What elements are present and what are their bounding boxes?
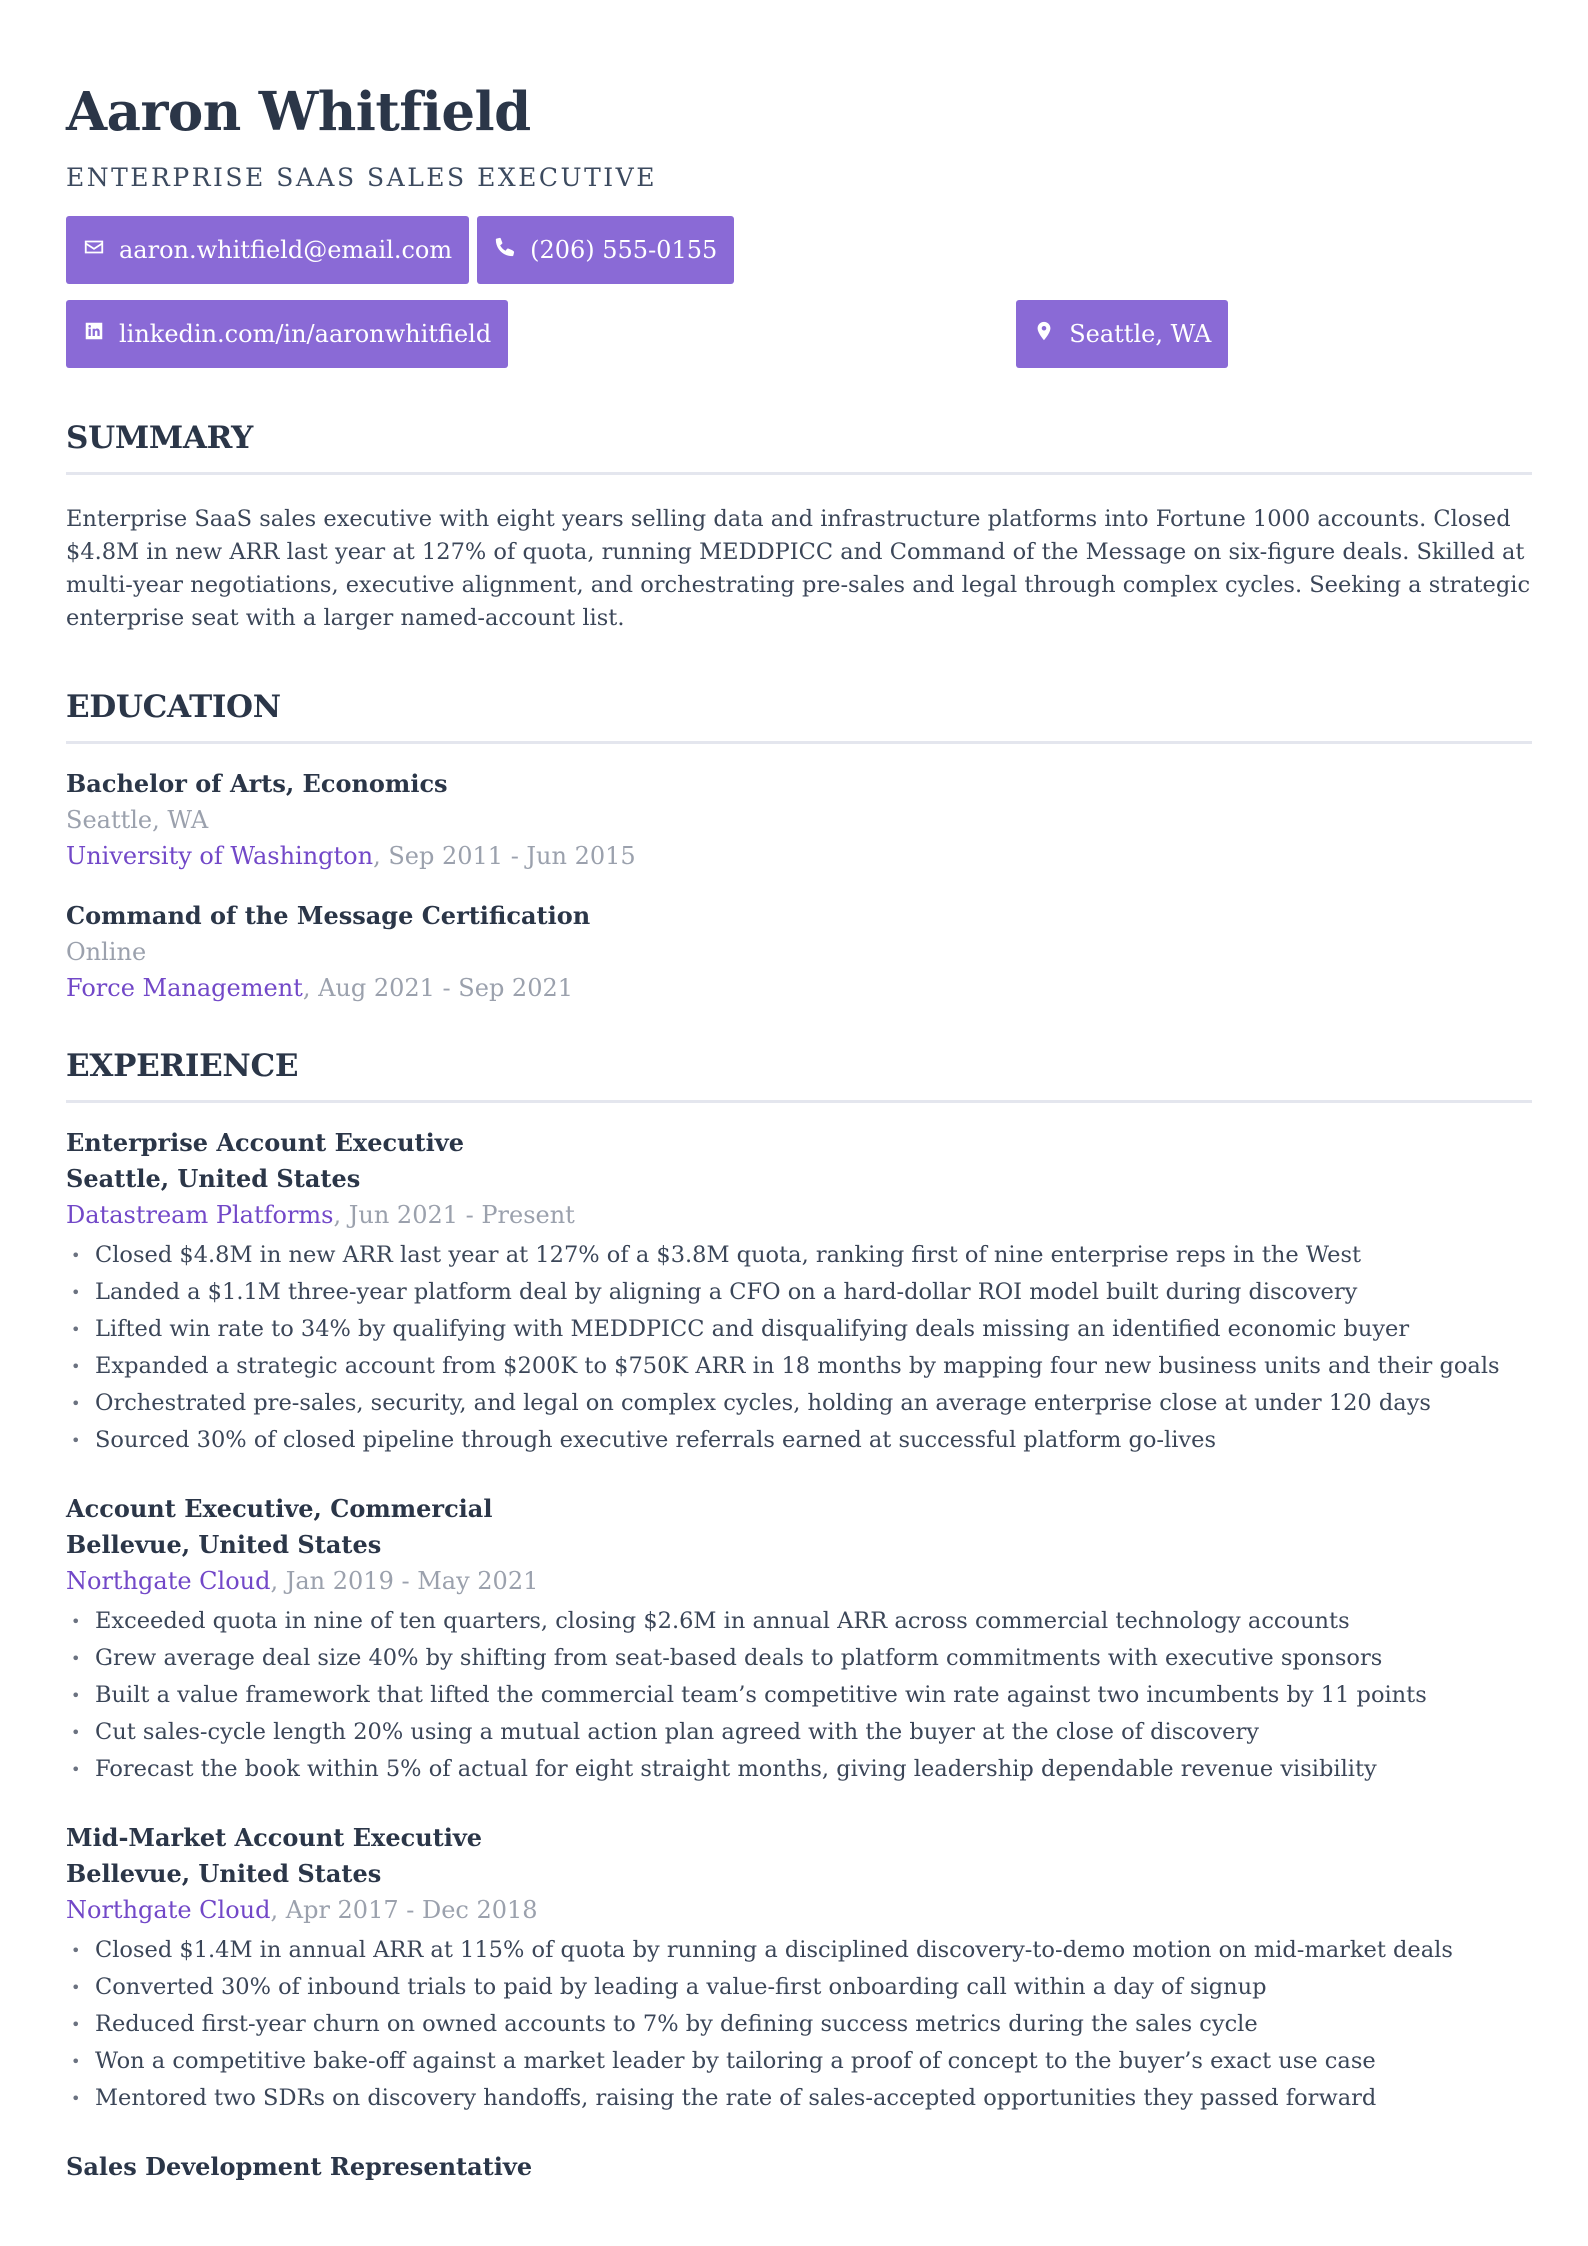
experience-item [66,1125,1522,1459]
job-org-line [66,1197,1522,1233]
job-title: Enterprise Account Executive [66,1128,464,1157]
section-divider [66,1100,1532,1103]
education-item [66,898,1522,1006]
company-name: Northgate Cloud [66,1896,271,1924]
experience-item [66,1491,1522,1788]
achievement-bullet: • Exceeded quota in nine of ten quarters, closing $2.6M in annual ARR across commercial technology accounts [66,1603,1522,1640]
degree-title: Bachelor of Arts, Economics [66,769,448,798]
institution-name: University of Washington [66,842,374,870]
phone-chip[interactable] [477,216,734,284]
job-location: Bellevue, United States [66,1530,382,1559]
job-location: Bellevue, United States [66,1859,382,1888]
education-location: Seattle, WA [66,806,209,834]
job-dates: , Jun 2021 - Present [333,1201,575,1229]
achievement-bullet: • Lifted win rate to 34% by qualifying with MEDDPICC and disqualifying deals missing an identified economic buyer [66,1311,1522,1348]
job-dates: , Apr 2017 - Dec 2018 [270,1896,538,1924]
education-location: Online [66,938,147,966]
achievement-bullet: • Orchestrated pre-sales, security, and legal on complex cycles, holding an average enterprise close at under 120 days [66,1385,1522,1422]
contact-bar [66,216,1266,376]
achievement-bullet: • Grew average deal size 40% by shifting from seat-based deals to platform commitments with executive sponsors [66,1640,1522,1677]
mail-icon [83,236,105,264]
achievement-list [66,1603,1522,1788]
company-name: Datastream Platforms [66,1201,334,1229]
location-chip[interactable] [1016,300,1228,368]
job-org-line [66,1892,1522,1928]
job-org-line [66,1563,1522,1599]
degree-title: Command of the Message Certification [66,901,591,930]
achievement-bullet: • Converted 30% of inbound trials to paid by leading a value-first onboarding call within a day of signup [66,1969,1522,2006]
experience-item [66,1820,1522,2117]
education-item [66,766,1522,874]
experience-section [66,1046,1522,2185]
map-pin-icon [1033,320,1055,348]
education-dates: , Sep 2011 - Jun 2015 [373,842,636,870]
linkedin-chip[interactable] [66,300,508,368]
achievement-bullet: • Reduced first-year churn on owned accounts to 7% by defining success metrics during the sales cycle [66,2006,1522,2043]
job-location: Seattle, United States [66,1164,361,1193]
job-dates: , Jan 2019 - May 2021 [270,1567,539,1595]
email-text: aaron.whitfield@email.com [119,236,453,264]
achievement-bullet: • Landed a $1.1M three-year platform deal by aligning a CFO on a hard-dollar ROI model built during discovery [66,1274,1522,1311]
achievement-list [66,1932,1522,2117]
achievement-list [66,1237,1522,1459]
job-title: Sales Development Representative [66,2152,533,2181]
section-title-experience: EXPERIENCE [66,1048,299,1084]
achievement-bullet: • Built a value framework that lifted the commercial team’s competitive win rate against two incumbents by 11 points [66,1677,1522,1714]
job-title: Mid-Market Account Executive [66,1823,483,1852]
phone-icon [494,236,516,264]
location-text: Seattle, WA [1069,320,1212,348]
achievement-bullet: • Closed $4.8M in new ARR last year at 127% of a $3.8M quota, ranking first of nine enterprise reps in the West [66,1237,1522,1274]
company-name: Northgate Cloud [66,1567,271,1595]
institution-name: Force Management [66,974,303,1002]
section-title-summary: SUMMARY [66,420,253,456]
education-org-line [66,838,1522,874]
education-org-line [66,970,1522,1006]
section-divider [66,472,1532,475]
linkedin-icon [83,320,105,348]
section-title-education: EDUCATION [66,689,281,725]
achievement-bullet: • Closed $1.4M in annual ARR at 115% of quota by running a disciplined discovery-to-demo motion on mid-market deals [66,1932,1522,1969]
achievement-bullet: • Mentored two SDRs on discovery handoffs, raising the rate of sales-accepted opportunities they passed forward [66,2080,1522,2117]
education-section [66,687,1522,1006]
candidate-headline: ENTERPRISE SAAS SALES EXECUTIVE [66,163,657,192]
achievement-bullet: • Won a competitive bake-off against a market leader by tailoring a proof of concept to the buyer’s exact use case [66,2043,1522,2080]
education-dates: , Aug 2021 - Sep 2021 [302,974,574,1002]
email-chip[interactable] [66,216,469,284]
summary-section [66,418,1531,635]
section-divider [66,741,1532,744]
achievement-bullet: • Forecast the book within 5% of actual for eight straight months, giving leadership dependable revenue visibility [66,1751,1522,1788]
achievement-bullet: • Cut sales-cycle length 20% using a mutual action plan agreed with the buyer at the close of discovery [66,1714,1522,1751]
achievement-bullet: • Sourced 30% of closed pipeline through executive referrals earned at successful platform go-lives [66,1422,1522,1459]
job-title: Account Executive, Commercial [66,1494,493,1523]
experience-item [66,2149,1522,2185]
phone-text: (206) 555-0155 [530,236,718,264]
candidate-name: Aaron Whitfield [66,81,531,143]
achievement-bullet: • Expanded a strategic account from $200K to $750K ARR in 18 months by mapping four new business units and their goals [66,1348,1522,1385]
summary-text: Enterprise SaaS sales executive with eight years selling data and infrastructure platforms into Fortune 1000 accounts. Closed $4.8M in new ARR last year at 127% of quota, running MEDDPICC and Command of the Message on six-figure deals. Skilled at multi-year negotiations, executive alignment, and orchestrating pre-sales and legal through complex cycles. Seeking a strategic enterprise seat with a larger named-account list. [66,506,1531,631]
linkedin-text: linkedin.com/in/aaronwhitfield [119,320,492,348]
